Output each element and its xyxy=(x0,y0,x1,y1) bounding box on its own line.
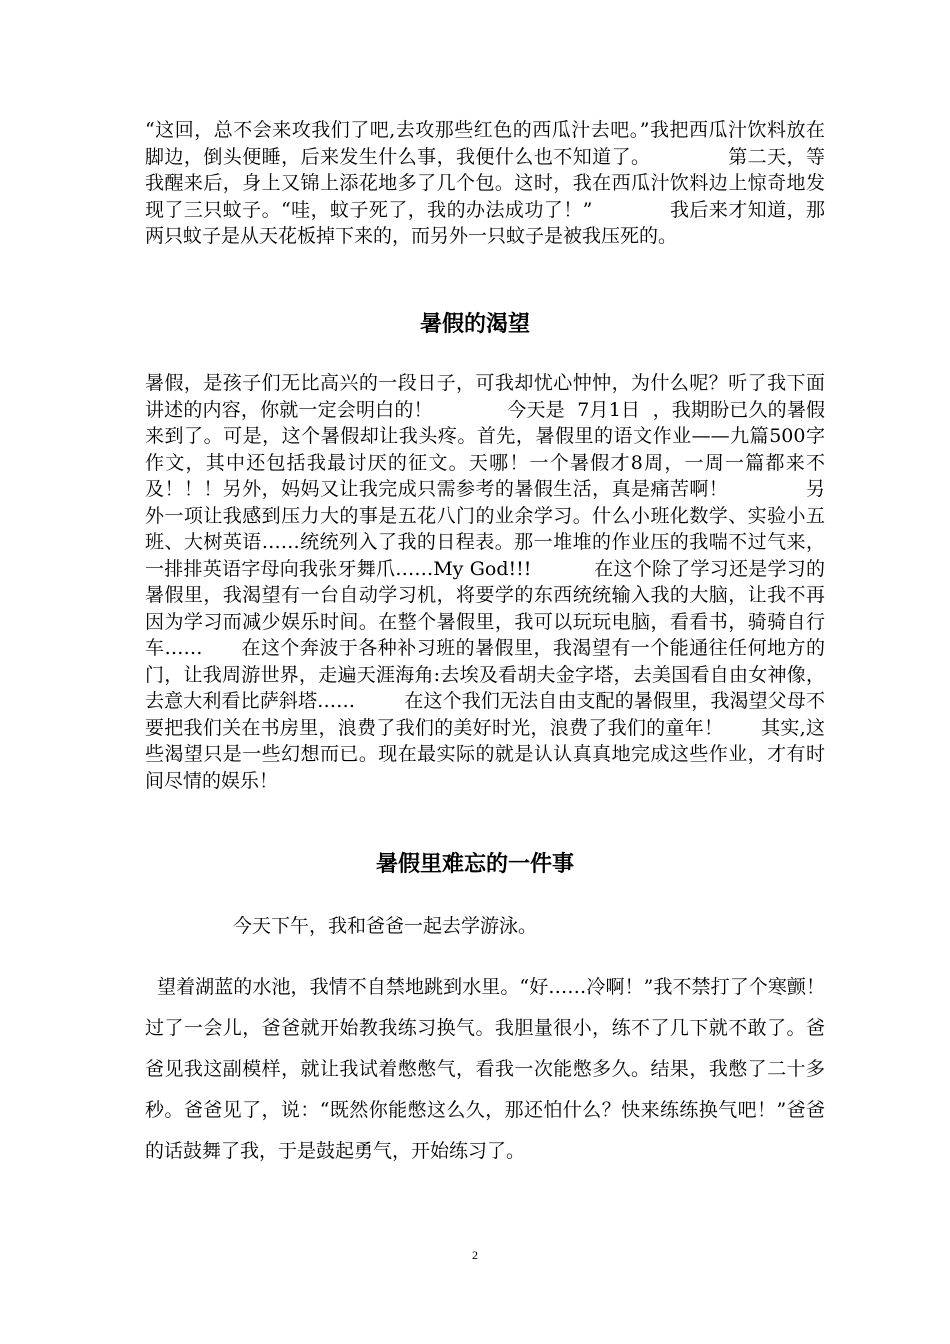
section-title: 暑假里难忘的一件事 xyxy=(375,852,574,877)
story-intro-paragraph: 今天下午，我和爸爸一起去学游泳。 xyxy=(233,915,538,937)
story-paragraph: 望着湖蓝的水池，我情不自禁地跳到水里。“好……冷啊！”我不禁打了个寒颤！过了一会儿，爸爸就开始教我练习换气。我胆量很小，练不了几下就不敢了。爸爸见我这副模样，就让我试着憋憋气，看我一次能憋多久。结果，我憋了二十多秒。爸爸见了，说：“既然你能憋这么久，那还怕什么？快来练练换气吧！”爸爸的话鼓舞了我，于是鼓起勇气，开始练习了。 xyxy=(145,976,825,1162)
section-title: 暑假的渴望 xyxy=(419,312,530,337)
story-paragraph: 暑假，是孩子们无比高兴的一段日子，可我却忧心忡忡，为什么呢？听了我下面讲述的内容，你就一定会明白的！ 今天是 7月1日 ，我期盼已久的暑假来到了。可是，这个暑假却让我头疼。首先，暑假里的语文作业——九篇500字作文，其中还包括我最讨厌的征文。天哪！一个暑假才8周，一周一篇都来不及！！！另外，妈妈又让我完成只需参考的暑假生活，真是痛苦啊！ 另外一项让我感到压力大的事是五花八门的业余学习。什么小班化数学、实验小五班、大树英语……统统列入了我的日程表。那一堆堆的作业压的我喘不过气来，一排排英语字母向我张牙舞爪……My God!!! 在这个除了学习还是学习的暑假里，我渴望有一台自动学习机，将要学的东西统统输入我的大脑，让我不再因为学习而减少娱乐时间。在整个暑假里，我可以玩玩电脑，看看书，骑骑自行车…… 在这个奔波于各种补习班的暑假里，我渴望有一个能通往任何地方的门，让我周游世界，走遍天涯海角:去埃及看胡夫金字塔，去美国看自由女神像，去意大利看比萨斜塔…… 在这个我们无法自由支配的暑假里，我渴望父母不要把我们关在书房里，浪费了我们的美好时光，浪费了我们的童年！ 其实,这些渴望只是一些幻想而已。现在最实际的就是认认真真地完成这些作业，才有时间尽情的娱乐！ xyxy=(145,372,825,792)
story-paragraph: “这回，总不会来攻我们了吧,去攻那些红色的西瓜汁去吧。”我把西瓜汁饮料放在脚边，倒头便睡，后来发生什么事，我便什么也不知道了。 第二天，等我醒来后，身上又锦上添花地多了几个包。这时，我在西瓜汁饮料边上惊奇地发现了三只蚊子。“哇，蚊子死了，我的办法成功了！” 我后来才知道，那两只蚊子是从天花板掉下来的，而另外一只蚊子是被我压死的。 xyxy=(145,119,825,247)
page-number: 2 xyxy=(472,1248,478,1262)
